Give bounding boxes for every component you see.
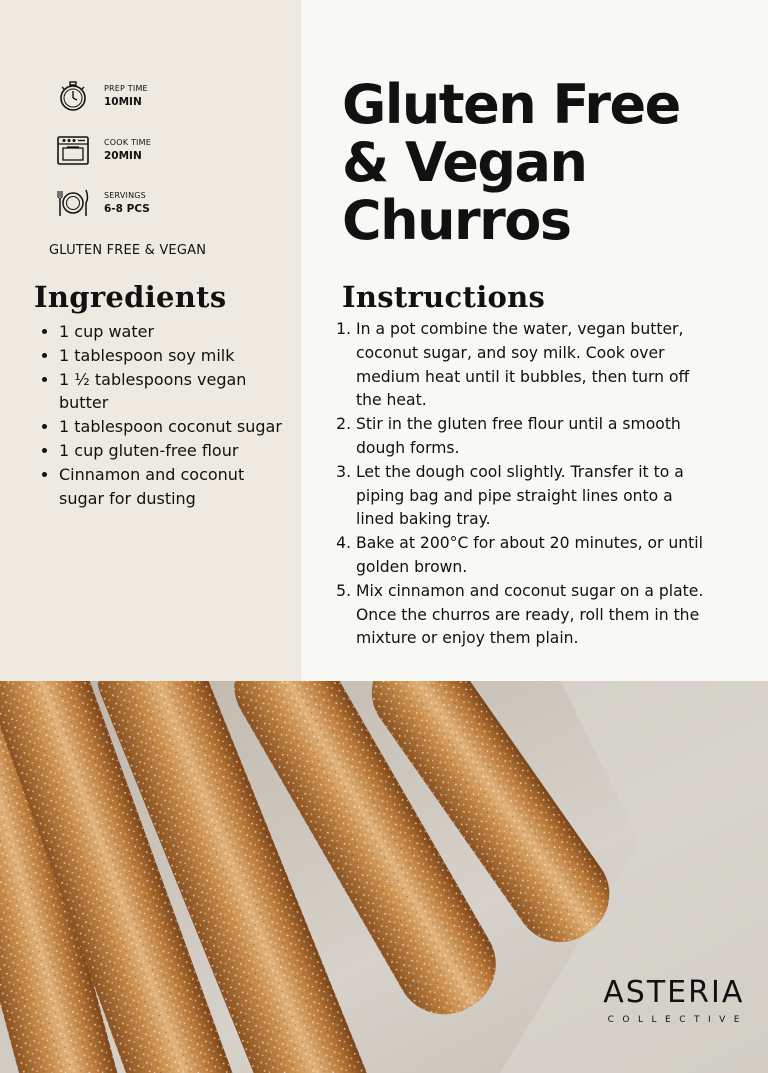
stopwatch-icon [56, 79, 90, 113]
recipe-title-line3: Churros [342, 189, 571, 252]
prep-time-value: 10MIN [104, 95, 142, 108]
prep-time [56, 79, 148, 113]
cook-time [56, 133, 151, 167]
recipe-title-line2: & Vegan [342, 131, 587, 194]
brand-logo [600, 975, 748, 1025]
instruction-step: 4. Bake at 200°C for about 20 minutes, or until golden brown. [356, 532, 708, 580]
plate-cutlery-icon [56, 186, 90, 220]
servings [56, 186, 150, 220]
servings-label: SERVINGS [104, 191, 146, 201]
recipe-title [342, 73, 752, 252]
ingredient-item: • 1 cup water [59, 320, 294, 344]
diet-tag: GLUTEN FREE & VEGAN [49, 243, 207, 258]
instructions-list [342, 318, 708, 651]
ingredient-item: • 1 ½ tablespoons vegan butter [59, 368, 294, 416]
cook-time-label: COOK TIME [104, 138, 151, 148]
instructions-heading: Instructions [342, 280, 546, 314]
ingredient-item: • 1 tablespoon coconut sugar [59, 415, 294, 439]
ingredient-item: • 1 tablespoon soy milk [59, 344, 294, 368]
servings-value: 6-8 PCS [104, 202, 150, 215]
instruction-step: 3. Let the dough cool slightly. Transfer it to a piping bag and pipe straight lines onto a lined baking tray. [356, 461, 708, 532]
brand-name: ASTERIA [603, 975, 745, 1010]
ingredients-list [34, 320, 294, 510]
recipe-title-line1: Gluten Free [342, 73, 680, 136]
ingredients-heading: Ingredients [34, 280, 227, 314]
cook-time-value: 20MIN [104, 149, 142, 162]
ingredient-item: • 1 cup gluten-free flour [59, 439, 294, 463]
brand-subtitle: COLLECTIVE [607, 1015, 748, 1025]
oven-icon [56, 133, 90, 167]
instruction-step: 2. Stir in the gluten free flour until a smooth dough forms. [356, 413, 708, 461]
prep-time-label: PREP TIME [104, 84, 148, 94]
instruction-step: 5. Mix cinnamon and coconut sugar on a plate. Once the churros are ready, roll them in the mixture or enjoy them plain. [356, 580, 708, 651]
churros-photo [0, 681, 768, 1073]
instruction-step: 1. In a pot combine the water, vegan butter, coconut sugar, and soy milk. Cook over medium heat until it bubbles, then turn off the heat. [356, 318, 708, 413]
ingredient-item: • Cinnamon and coconut sugar for dusting [59, 463, 294, 511]
